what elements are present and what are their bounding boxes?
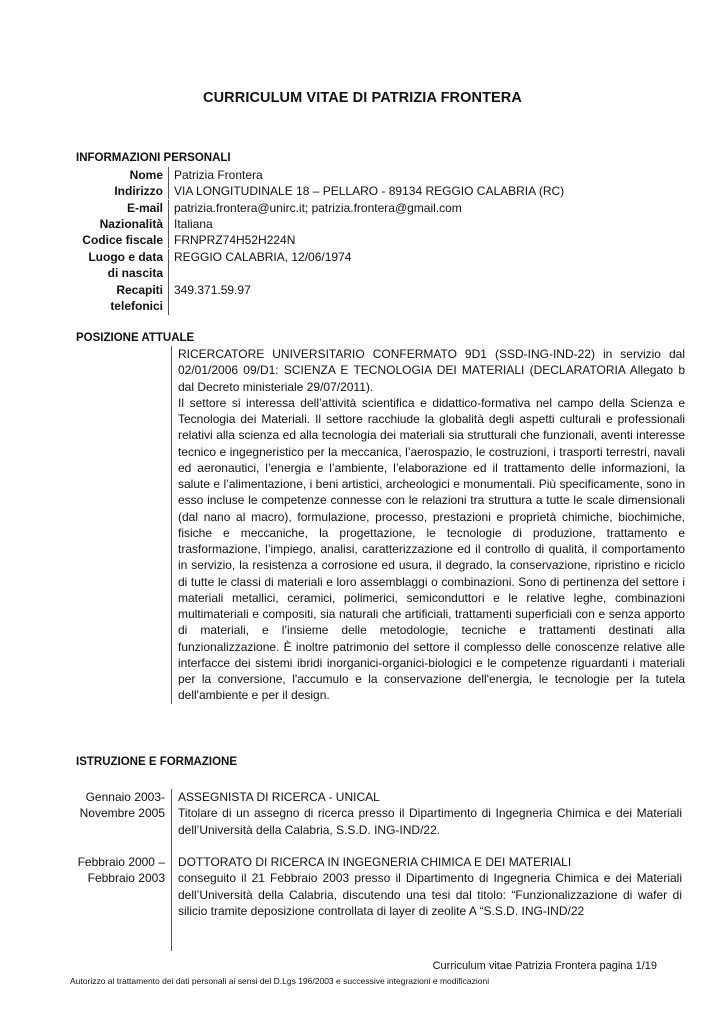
education-entry	[76, 854, 682, 951]
education-heading: ISTRUZIONE E FORMAZIONE	[76, 756, 237, 768]
field-label: Indirizzo	[114, 184, 163, 198]
education-body	[171, 789, 682, 855]
field-row	[76, 249, 682, 282]
page-footer: Curriculum vitae Patrizia Frontera pagina 1/19	[432, 960, 657, 972]
education-text: Titolare di un assegno di ricerca presso il Dipartimento di Ingegneria Chimica e dei Materiali dell’Università della Calabria, S.S.D. ING-IND/22.	[178, 806, 682, 837]
field-row	[76, 167, 682, 183]
privacy-note: Autorizzo al trattamento dei dati personali ai sensi del D.Lgs 196/2003 e successive integrazioni e modificazioni	[70, 976, 490, 986]
field-label: Luogo e data di nascita	[88, 250, 163, 281]
field-label: Nome	[129, 168, 163, 182]
page-title: CURRICULUM VITAE DI PATRIZIA FRONTERA	[203, 90, 522, 106]
education-date: Gennaio 2003-Novembre 2005	[79, 790, 165, 821]
field-row	[76, 232, 682, 248]
field-value: Italiana	[168, 216, 682, 232]
position-text	[171, 346, 685, 704]
education-text: conseguito il 21 Febbraio 2003 presso il Dipartimento di Ingegneria Chimica e dei Materiali dell’Università della Calabria, discutendo una tesi dal titolo: “Funzionalizzazione di wafer di silicio tramite deposizione controllata di layer di zeolite A “S.S.D. ING-IND/22	[178, 871, 682, 918]
field-label: E-mail	[126, 201, 163, 215]
field-label: Nazionalità	[99, 217, 163, 231]
field-label: Codice fiscale	[82, 233, 163, 247]
field-label: Recapiti telefonici	[110, 283, 163, 314]
field-value: FRNPRZ74H52H224N	[168, 232, 682, 248]
education-title: DOTTORATO DI RICERCA IN INGEGNERIA CHIMICA E DEI MATERIALI	[178, 855, 572, 869]
education-entry	[76, 789, 682, 855]
position-intro: RICERCATORE UNIVERSITARIO CONFERMATO 9D1 (SSD-ING-IND-22) in servizio dal 02/01/2006 09/D1: SCIENZA E TECNOLOGIA DEI MATERIALI (DECLARATORIA Allegato b dal Decreto ministeriale 29/07/2011).	[178, 347, 685, 394]
personal-heading: INFORMAZIONI PERSONALI	[76, 152, 231, 164]
education-title: ASSEGNISTA DI RICERCA - UNICAL	[178, 790, 380, 804]
field-value: patrizia.frontera@unirc.it; patrizia.frontera@gmail.com	[168, 200, 682, 216]
education-date: Febbraio 2000 – Febbraio 2003	[77, 855, 165, 886]
education-body	[171, 854, 682, 951]
field-row	[76, 183, 682, 199]
field-value: Patrizia Frontera	[168, 167, 682, 183]
field-value: 349.371.59.97	[168, 282, 682, 315]
field-value: REGGIO CALABRIA, 12/06/1974	[168, 249, 682, 282]
field-value: VIA LONGITUDINALE 18 – PELLARO - 89134 REGGIO CALABRIA (RC)	[168, 183, 682, 199]
field-row	[76, 216, 682, 232]
position-body: Il settore si interessa dell’attività scientifica e didattico-formativa nel campo della Scienza e Tecnologia dei Materiali. Il settore racchiude la globalità degli aspetti culturali e professionali relativi alla scienza ed alla tecnologia dei materiali sia strutturali che funzionali, aventi interesse tecnico e ingegneristico per la meccanica, l’aerospazio, le costruzioni, i trasporti terrestri, navali ed aeronautici, l’energia e l’ambiente, l’elaborazione ed il trattamento delle informazioni, la salute e l’alimentazione, i beni artistici, archeologici e monumentali. Più specificamente, sono in esso incluse le competenze connesse con le relazioni tra struttura a tutte le scale dimensionali (dal nano al macro), formulazione, processo, prestazioni e proprietà chimiche, biochimiche, fisiche e meccaniche, la progettazione, le tecnologie di produzione, trattamento e trasformazione, l’impiego, analisi, caratterizzazione ed il controllo di qualità, il comportamento in servizio, la resistenza a corrosione ed usura, il degrado, la conservazione, ripristino e riciclo di tutte le classi di materiali e loro assemblaggi o combinazioni. Sono di pertinenza del settore i materiali metallici, ceramici, polimerici, semiconduttori e le relative leghe, combinazioni multimateriali e compositi, sia naturali che artificiali, trattamenti superficiali con e senza apporto di materiali, e l’insieme delle metodologie, tecniche e trattamenti destinati alla funzionalizzazione. È inoltre patrimonio del settore il complesso delle conoscenze relative alle interfacce dei sistemi ibridi inorganici-organici-biologici e le competenze riguardanti i materiali per la conversione, l'accumulo e la conservazione dell'energia, le tecnologie per la tutela dell'ambiente e per il design.	[178, 395, 685, 703]
position-heading: POSIZIONE ATTUALE	[76, 332, 195, 344]
field-row	[76, 282, 682, 315]
field-row	[76, 200, 682, 216]
